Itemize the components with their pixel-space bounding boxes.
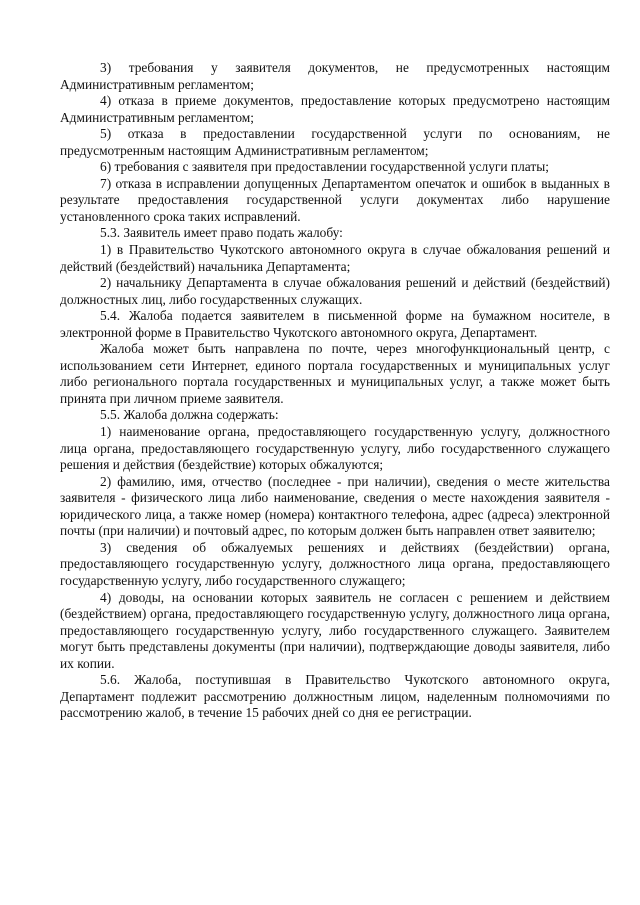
paragraph-section-5-6: 5.6. Жалоба, поступившая в Правительство Чукотского автономного округа, Департамент подлежит рассмотрению должностным лицом, наделенным полномочиями по рассмотрению жалоб, в течение 15 рабочих дней со дня ее регистрации. [60, 672, 610, 721]
paragraph-5-5-item-3: 3) сведения об обжалуемых решениях и действиях (бездействии) органа, предоставляющего государственную услугу, должностного лица органа, предоставляющего государственную услугу, либо государственного служащего; [60, 539, 610, 588]
document-page [60, 60, 610, 722]
paragraph-5-5-item-4: 4) доводы, на основании которых заявитель не согласен с решением и действием (бездействием) органа, предоставляющего государственную услугу, должностного лица органа, предоставляющего государственную услугу, либо государственного служащего. Заявителем могут быть представлены документы (при наличии), подтверждающие доводы заявителя, либо их копии. [60, 589, 610, 671]
paragraph-5-5-item-1: 1) наименование органа, предоставляющего государственную услугу, должностного лица органа, предоставляющего государственную услугу, либо государственного служащего решения и действия (бездействие) которых обжалуются; [60, 424, 610, 473]
paragraph-item-3-requirements: 3) требования у заявителя документов, не предусмотренных настоящим Административным регламентом; [60, 60, 610, 92]
paragraph-5-3-item-1: 1) в Правительство Чукотского автономного округа в случае обжалования решений и действий (бездействий) начальника Департамента; [60, 242, 610, 274]
paragraph-item-5-refusal-service: 5) отказа в предоставлении государственной услуги по основаниям, не предусмотренным настоящим Административным регламентом; [60, 126, 610, 158]
paragraph-item-7-correction-refusal: 7) отказа в исправлении допущенных Департаментом опечаток и ошибок в выданных в результате предоставления государственной услуги документах либо нарушение установленного срока таких исправлений. [60, 175, 610, 224]
paragraph-item-4-refusal-acceptance: 4) отказа в приеме документов, предоставление которых предусмотрено настоящим Административным регламентом; [60, 93, 610, 125]
paragraph-section-5-3: 5.3. Заявитель имеет право подать жалобу: [100, 225, 343, 241]
paragraph-section-5-4: 5.4. Жалоба подается заявителем в письменной форме на бумажном носителе, в электронной форме в Правительство Чукотского автономного округа, Департамент. [60, 308, 610, 340]
paragraph-section-5-5: 5.5. Жалоба должна содержать: [100, 407, 279, 423]
paragraph-5-4-delivery: Жалоба может быть направлена по почте, через многофункциональный центр, с использованием сети Интернет, единого портала государственных и муниципальных услуг либо регионального портала государственных и муниципальных услуг, а также может быть принята при личном приеме заявителя. [60, 341, 610, 406]
paragraph-5-3-item-2: 2) начальнику Департамента в случае обжалования решений и действий (бездействий) должностных лиц, либо государственных служащих. [60, 275, 610, 307]
paragraph-item-6-fee-requirement: 6) требования с заявителя при предоставлении государственной услуги платы; [100, 159, 549, 175]
paragraph-5-5-item-2: 2) фамилию, имя, отчество (последнее - при наличии), сведения о месте жительства заявителя - физического лица либо наименование, сведения о месте нахождения заявителя - юридического лица, а также номер (номера) контактного телефона, адрес (адреса) электронной почты (при наличии) и почтовый адрес, по которым должен быть направлен ответ заявителю; [60, 473, 610, 539]
